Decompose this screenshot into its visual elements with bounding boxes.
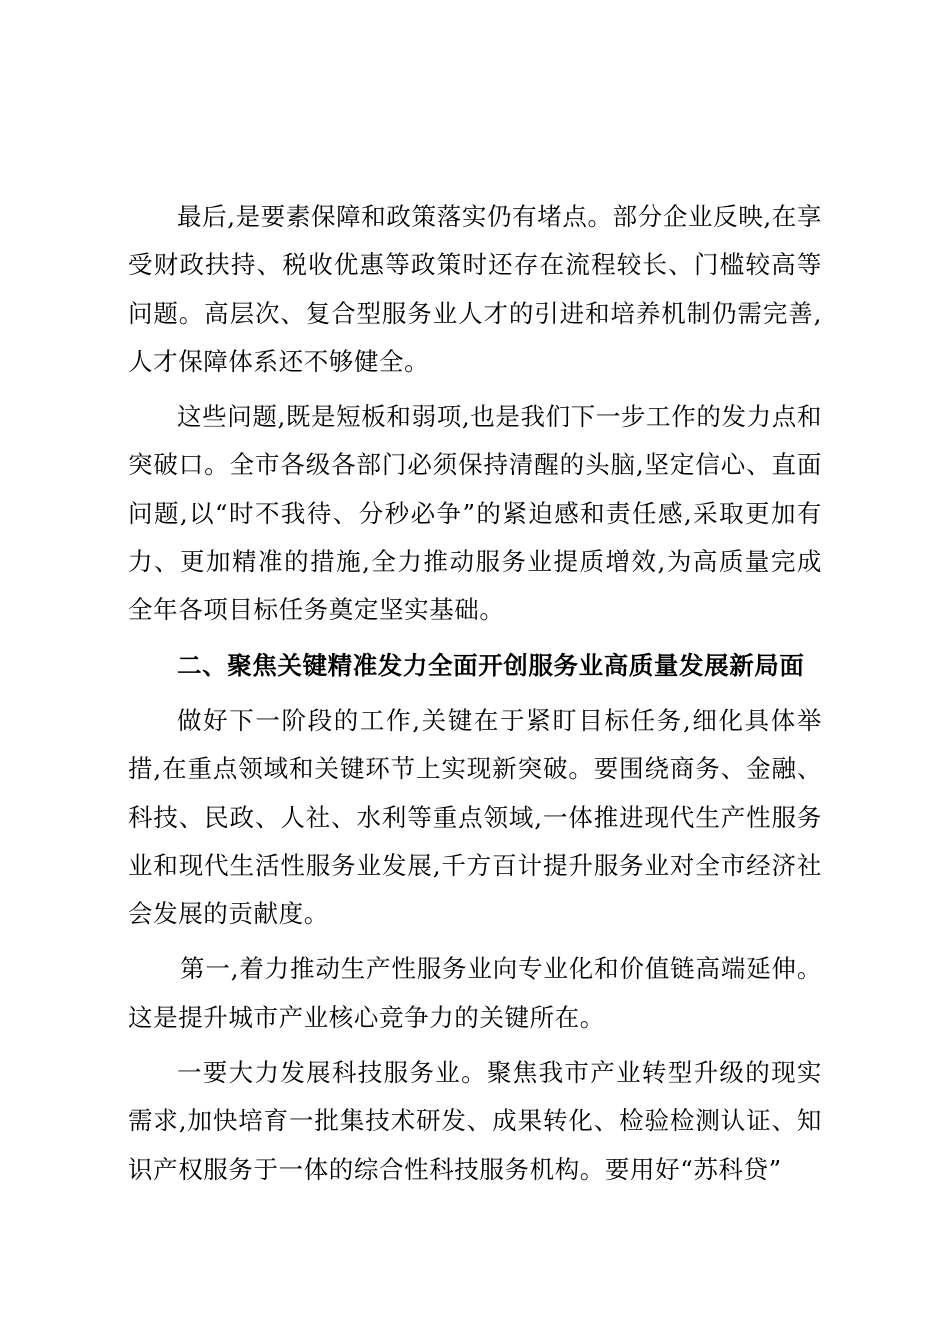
paragraph-tech-services: 一要大力发展科技服务业。聚焦我市产业转型升级的现实需求,加快培育一批集技术研发、成果转化、检验检测认证、知识产权服务于一体的综合性科技服务机构。要用好“苏科贷”	[128, 1058, 822, 1184]
paragraph-factor-guarantee: 最后,是要素保障和政策落实仍有堵点。部分企业反映,在享受财政扶持、税收优惠等政策时还存在流程较长、门槛较高等问题。高层次、复合型服务业人才的引进和培养机制仍需完善,人才保障体系还不够健全。	[128, 202, 822, 376]
paragraph-next-stage-work: 做好下一阶段的工作,关键在于紧盯目标任务,细化具体举措,在重点领域和关键环节上实现新突破。要围绕商务、金融、科技、民政、人社、水利等重点领域,一体推进现代生产性服务业和现代生活性服务业发展,千方百计提升服务业对全市经济社会发展的贡献度。	[128, 705, 822, 929]
paragraph-point-first: 第一,着力推动生产性服务业向专业化和价值链高端延伸。这是提升城市产业核心竞争力的关键所在。	[128, 954, 822, 1032]
section-heading-2: 二、聚焦关键精准发力全面开创服务业高质量发展新局面	[177, 650, 805, 680]
document-body	[128, 193, 822, 1201]
paragraph-problems-summary: 这些问题,既是短板和弱项,也是我们下一步工作的发力点和突破口。全市各级各部门必须保持清醒的头脑,坚定信心、直面问题,以“时不我待、分秒必争”的紧迫感和责任感,采取更加有力、更加精准的措施,全力推动服务业提质增效,为高质量完成全年各项目标任务奠定坚实基础。	[128, 402, 822, 625]
